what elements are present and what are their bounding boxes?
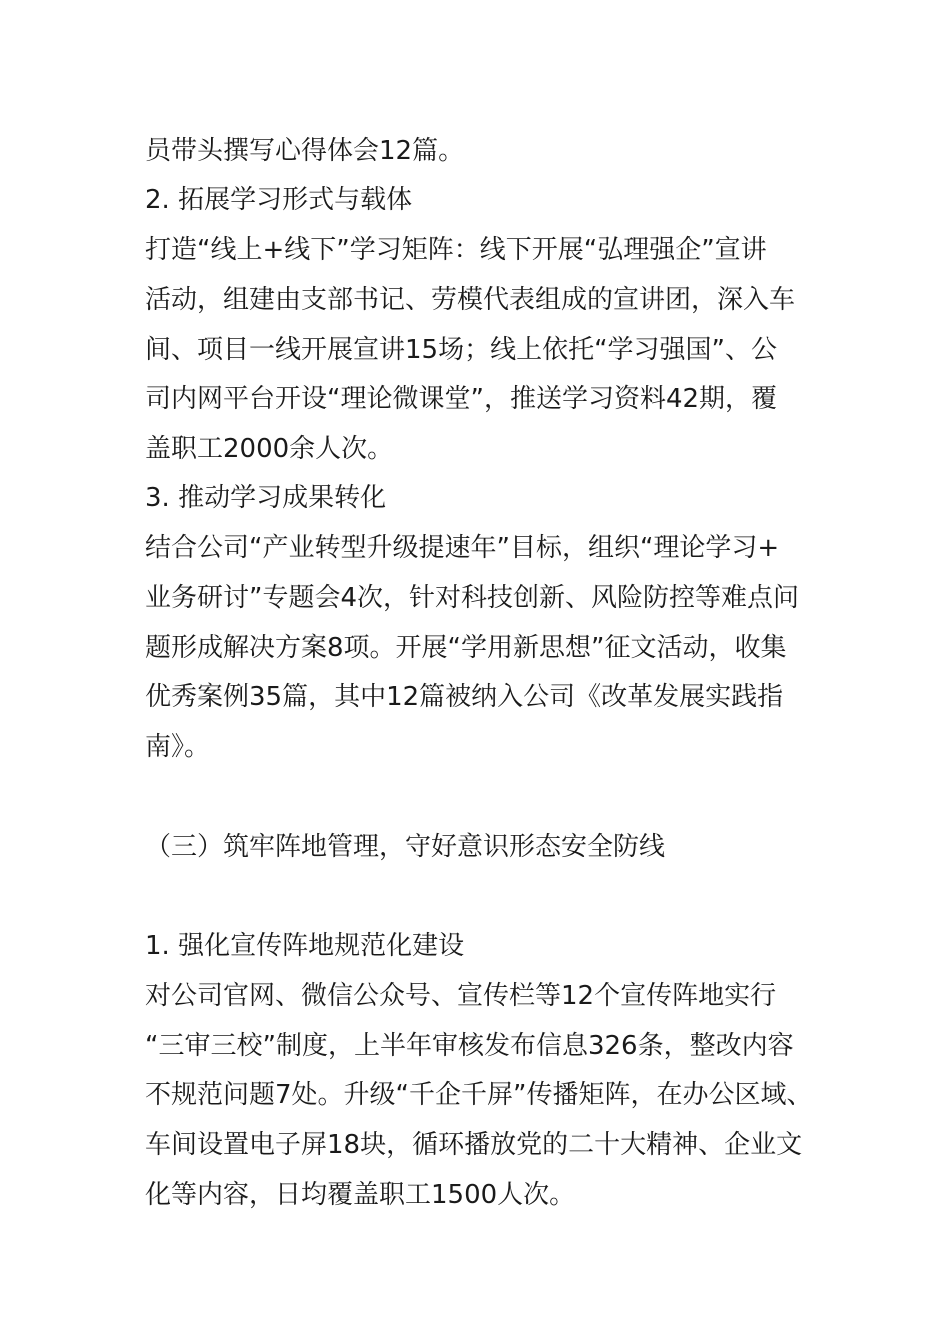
paragraph-line: 不规范问题7处。升级“千企千屏”传播矩阵，在办公区域、 — [145, 1080, 813, 1110]
paragraph-line: 车间设置电子屏18块，循环播放党的二十大精神、企业文 — [145, 1130, 803, 1160]
paragraph-line: 结合公司“产业转型升级提速年”目标，组织“理论学习+ — [145, 533, 780, 563]
paragraph-line: 司内网平台开设“理论微课堂”，推送学习资料42期，覆 — [145, 384, 778, 414]
subsection-heading: 2. 拓展学习形式与载体 — [145, 185, 413, 215]
subsection-heading: 3. 推动学习成果转化 — [145, 483, 387, 513]
paragraph-line: 间、项目一线开展宣讲15场；线上依托“学习强国”、公 — [145, 335, 778, 365]
paragraph-line: 打造“线上+线下”学习矩阵：线下开展“弘理强企”宣讲 — [145, 235, 767, 265]
paragraph-line: 业务研讨”专题会4次，针对科技创新、风险防控等难点问 — [145, 583, 800, 613]
paragraph-line: 对公司官网、微信公众号、宣传栏等12个宣传阵地实行 — [145, 981, 777, 1011]
paragraph-line: 南》。 — [145, 732, 211, 762]
paragraph-line: 员带头撰写心得体会12篇。 — [145, 136, 465, 166]
paragraph-line: 盖职工2000余人次。 — [145, 434, 394, 464]
paragraph-line: 化等内容，日均覆盖职工1500人次。 — [145, 1180, 576, 1210]
paragraph-line: 活动，组建由支部书记、劳模代表组成的宣讲团，深入车 — [145, 285, 796, 315]
paragraph-line: 题形成解决方案8项。开展“学用新思想”征文活动，收集 — [145, 633, 787, 663]
section-heading: （三）筑牢阵地管理，守好意识形态安全防线 — [145, 832, 666, 862]
paragraph-line: “三审三校”制度，上半年审核发布信息326条，整改内容 — [145, 1031, 794, 1061]
paragraph-line: 优秀案例35篇，其中12篇被纳入公司《改革发展实践指 — [145, 682, 784, 712]
subsection-heading: 1. 强化宣传阵地规范化建设 — [145, 931, 465, 961]
